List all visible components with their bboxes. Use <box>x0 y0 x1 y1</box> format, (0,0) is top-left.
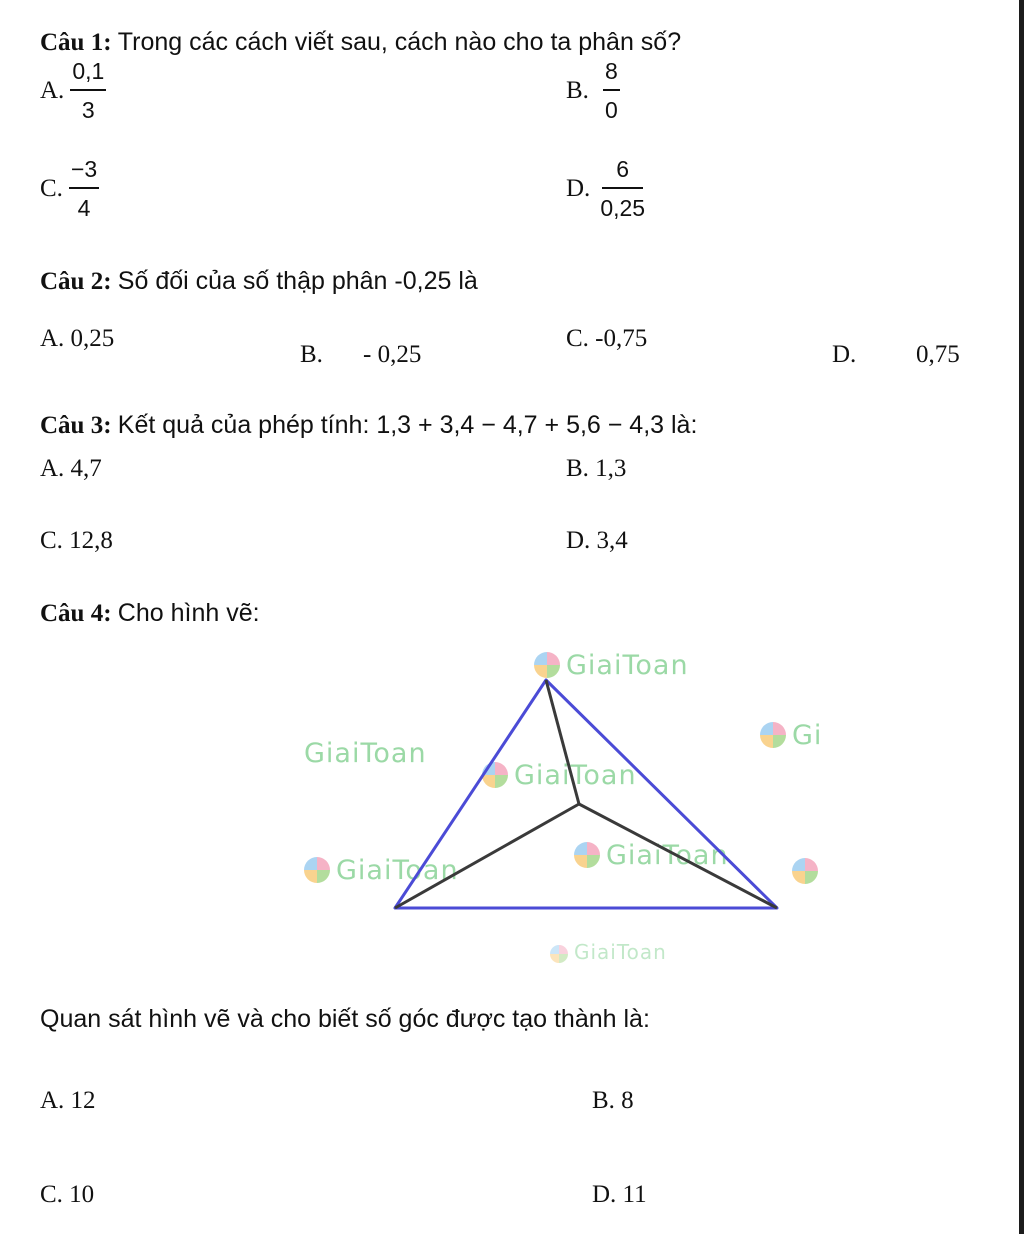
inner-segment-right <box>579 804 777 908</box>
q2-option-c[interactable]: C. -0,75 <box>566 325 648 352</box>
q2-option-d-value: 0,75 <box>916 341 960 368</box>
question-4-text: Cho hình vẽ: <box>117 599 260 627</box>
watermark-logo: GiaiToan <box>304 738 427 769</box>
question-1-text: Trong các cách viết sau, cách nào cho ta phân số? <box>117 28 682 56</box>
watermark-logo: Gi <box>760 720 822 751</box>
fraction-denominator: 4 <box>77 195 91 221</box>
q3-option-a[interactable]: A. 4,7 <box>40 455 102 482</box>
question-1-label: Câu 1: <box>40 29 112 56</box>
inner-segment-top <box>546 680 579 804</box>
fraction-numerator: 0,1 <box>70 60 106 91</box>
q4-option-d[interactable]: D. 11 <box>592 1181 647 1208</box>
q1-option-a-letter: A. <box>40 77 65 104</box>
q1-option-d-letter: D. <box>566 175 591 202</box>
fraction-denominator: 0 <box>604 97 618 123</box>
q1-option-c-letter: C. <box>40 175 63 202</box>
fraction-denominator: 3 <box>81 97 95 123</box>
q3-option-b[interactable]: B. 1,3 <box>566 455 627 482</box>
question-4-prompt-text: Quan sát hình vẽ và cho biết số góc được tạo thành là: <box>40 1005 650 1033</box>
q3-option-c[interactable]: C. 12,8 <box>40 527 113 554</box>
q2-option-b-letter[interactable]: B. <box>300 341 323 368</box>
question-4-label: Câu 4: <box>40 600 112 627</box>
question-2-label: Câu 2: <box>40 268 112 295</box>
q4-option-b[interactable]: B. 8 <box>592 1087 634 1114</box>
q2-option-b-value: - 0,25 <box>363 341 422 368</box>
question-3-text: Kết quả của phép tính: 1,3 + 3,4 − 4,7 + 5,6 − 4,3 là: <box>117 411 698 439</box>
watermark-logo: GiaiToan <box>482 760 637 791</box>
watermark-logo: GiaiToan <box>534 650 689 681</box>
question-4-prompt <box>40 1005 650 1034</box>
question-2-text: Số đối của số thập phân -0,25 là <box>117 267 478 295</box>
watermark-logo: GiaiToan <box>574 840 729 871</box>
q2-option-d-letter[interactable]: D. <box>832 341 857 368</box>
inner-segment-left <box>395 804 579 908</box>
fraction-numerator: −3 <box>69 158 99 189</box>
fraction-denominator: 0,25 <box>600 195 646 221</box>
watermark-logo: GiaiToan <box>304 855 459 886</box>
q4-option-a[interactable]: A. 12 <box>40 1087 96 1114</box>
question-3-label: Câu 3: <box>40 412 112 439</box>
q3-option-d[interactable]: D. 3,4 <box>566 527 628 554</box>
outer-triangle <box>395 680 777 908</box>
watermark-logo: GiaiToan <box>550 940 667 964</box>
fraction-numerator: 8 <box>603 60 620 91</box>
q4-option-c[interactable]: C. 10 <box>40 1181 95 1208</box>
fraction-numerator: 6 <box>602 158 643 189</box>
q1-option-b-letter: B. <box>566 77 589 104</box>
q2-option-a[interactable]: A. 0,25 <box>40 325 115 352</box>
